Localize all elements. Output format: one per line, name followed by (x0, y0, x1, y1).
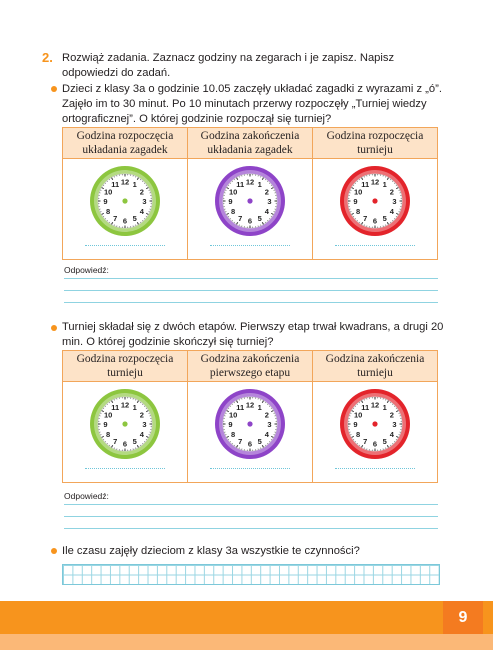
clock-number: 6 (372, 439, 378, 449)
answer-line[interactable] (64, 278, 438, 279)
clock-number: 11 (236, 403, 245, 413)
answer-label-1: Odpowiedź: (64, 265, 109, 275)
clock-number: 10 (353, 187, 363, 197)
answer-dots[interactable] (335, 245, 415, 246)
clock-number: 7 (238, 213, 243, 223)
clock-number: 12 (245, 177, 255, 187)
clock-number: 6 (122, 439, 128, 449)
clock-center (372, 198, 377, 203)
clock-number: 10 (103, 187, 113, 197)
clock-number: 4 (264, 429, 269, 439)
table2-cell-1 (63, 382, 188, 483)
clock-number: 4 (389, 206, 394, 216)
answer-line[interactable] (64, 290, 438, 291)
clock-number: 6 (372, 216, 378, 226)
clock-number: 9 (228, 197, 233, 206)
clock-number: 2 (389, 410, 394, 420)
clock-number: 7 (363, 436, 368, 446)
clock-table-1 (62, 127, 438, 260)
table1-header-2: Godzina zakończenia układania zagadek (188, 128, 313, 159)
clock-table-2 (62, 350, 438, 483)
table2-cell-2 (188, 382, 313, 483)
clock-center (122, 421, 127, 426)
clock-number: 9 (228, 420, 233, 429)
clock-center (122, 198, 127, 203)
footer-strip (0, 634, 493, 650)
clock-number: 1 (257, 403, 262, 413)
clock-number: 11 (236, 180, 245, 190)
clock-number: 5 (382, 213, 387, 223)
clock-number: 12 (370, 177, 380, 187)
clock-number: 7 (238, 436, 243, 446)
clock-number: 3 (392, 420, 397, 429)
clock-number: 8 (106, 206, 111, 216)
clock-number: 12 (370, 400, 380, 410)
clock-number: 3 (267, 197, 272, 206)
answer-dots[interactable] (85, 245, 165, 246)
bullet-1 (51, 86, 57, 92)
clock-center (372, 421, 377, 426)
clock-center (247, 421, 252, 426)
clock-number: 5 (132, 213, 137, 223)
clock-number: 9 (353, 420, 358, 429)
task-number: 2. (42, 50, 53, 65)
clock-number: 7 (113, 436, 118, 446)
table2-header-2: Godzina zakończenia pierwszego etapu (188, 351, 313, 382)
purple-clock-icon[interactable] (214, 388, 286, 460)
table1-cell-3 (313, 159, 438, 260)
red-clock-icon[interactable] (339, 388, 411, 460)
clock-number: 11 (111, 180, 120, 190)
clock-number: 6 (122, 216, 128, 226)
clock-number: 3 (142, 420, 147, 429)
bullet-2 (51, 325, 57, 331)
answer-dots[interactable] (210, 245, 290, 246)
clock-number: 6 (247, 439, 253, 449)
page-number: 9 (443, 601, 483, 634)
purple-clock-icon[interactable] (214, 165, 286, 237)
clock-number: 8 (356, 206, 361, 216)
clock-number: 9 (103, 420, 108, 429)
clock-number: 4 (139, 206, 144, 216)
green-clock-icon[interactable] (89, 165, 161, 237)
answer-dots[interactable] (335, 468, 415, 469)
clock-number: 1 (382, 403, 387, 413)
clock-number: 8 (231, 429, 236, 439)
clock-number: 8 (356, 429, 361, 439)
answer-dots[interactable] (85, 468, 165, 469)
clock-number: 3 (267, 420, 272, 429)
table1-header-3: Godzina rozpoczęcia turnieju (313, 128, 438, 159)
clock-number: 5 (382, 436, 387, 446)
answer-grid[interactable] (62, 564, 440, 585)
answer-line[interactable] (64, 504, 438, 505)
clock-center (247, 198, 252, 203)
table1-cell-1 (63, 159, 188, 260)
answer-line[interactable] (64, 516, 438, 517)
clock-number: 6 (247, 216, 253, 226)
clock-number: 12 (120, 177, 130, 187)
clock-number: 4 (264, 206, 269, 216)
clock-number: 2 (264, 410, 269, 420)
clock-number: 10 (353, 410, 363, 420)
clock-number: 1 (382, 180, 387, 190)
clock-number: 8 (231, 206, 236, 216)
answer-line[interactable] (64, 302, 438, 303)
clock-number: 2 (139, 410, 144, 420)
clock-number: 2 (389, 187, 394, 197)
part3-text: Ile czasu zajęły dzieciom z klasy 3a wszystkie te czynności? (62, 545, 360, 557)
clock-number: 3 (142, 197, 147, 206)
table1-header-1: Godzina rozpoczęcia układania zagadek (63, 128, 188, 159)
bullet-3 (51, 548, 57, 554)
clock-number: 10 (103, 410, 113, 420)
part1-text: Dzieci z klasy 3a o godzinie 10.05 zaczęły układać zagadki z wyrazami z „ó”. Zajęło im to 30 minut. Po 10 minutach przerwy rozpoczęły „Turniej wiedzy ortograficznej”. O której godzinie rozpoczął się turniej? (62, 83, 442, 125)
clock-number: 2 (139, 187, 144, 197)
red-clock-icon[interactable] (339, 165, 411, 237)
clock-number: 11 (111, 403, 120, 413)
clock-number: 5 (257, 213, 262, 223)
table2-header-1: Godzina rozpoczęcia turnieju (63, 351, 188, 382)
clock-number: 3 (392, 197, 397, 206)
table2-header-3: Godzina zakończenia turnieju (313, 351, 438, 382)
clock-number: 9 (353, 197, 358, 206)
clock-number: 4 (389, 429, 394, 439)
clock-number: 10 (228, 187, 238, 197)
clock-number: 11 (361, 403, 370, 413)
clock-number: 1 (257, 180, 262, 190)
clock-number: 12 (245, 400, 255, 410)
table1-cell-2 (188, 159, 313, 260)
clock-number: 1 (132, 403, 137, 413)
part2-text: Turniej składał się z dwóch etapów. Pierwszy etap trwał kwadrans, a drugi 20 min. O której godzinie skończył się turniej? (62, 321, 444, 348)
task-instruction: Rozwiąż zadania. Zaznacz godziny na zegarach i je zapisz. Napisz odpowiedzi do zadań. (62, 52, 395, 79)
answer-line[interactable] (64, 528, 438, 529)
clock-number: 10 (228, 410, 238, 420)
clock-number: 9 (103, 197, 108, 206)
table2-cell-3 (313, 382, 438, 483)
clock-number: 4 (139, 429, 144, 439)
clock-number: 7 (363, 213, 368, 223)
clock-number: 5 (132, 436, 137, 446)
clock-number: 1 (132, 180, 137, 190)
clock-number: 5 (257, 436, 262, 446)
clock-number: 12 (120, 400, 130, 410)
answer-label-2: Odpowiedź: (64, 491, 109, 501)
answer-dots[interactable] (210, 468, 290, 469)
clock-number: 7 (113, 213, 118, 223)
green-clock-icon[interactable] (89, 388, 161, 460)
clock-number: 2 (264, 187, 269, 197)
clock-number: 8 (106, 429, 111, 439)
clock-number: 11 (361, 180, 370, 190)
